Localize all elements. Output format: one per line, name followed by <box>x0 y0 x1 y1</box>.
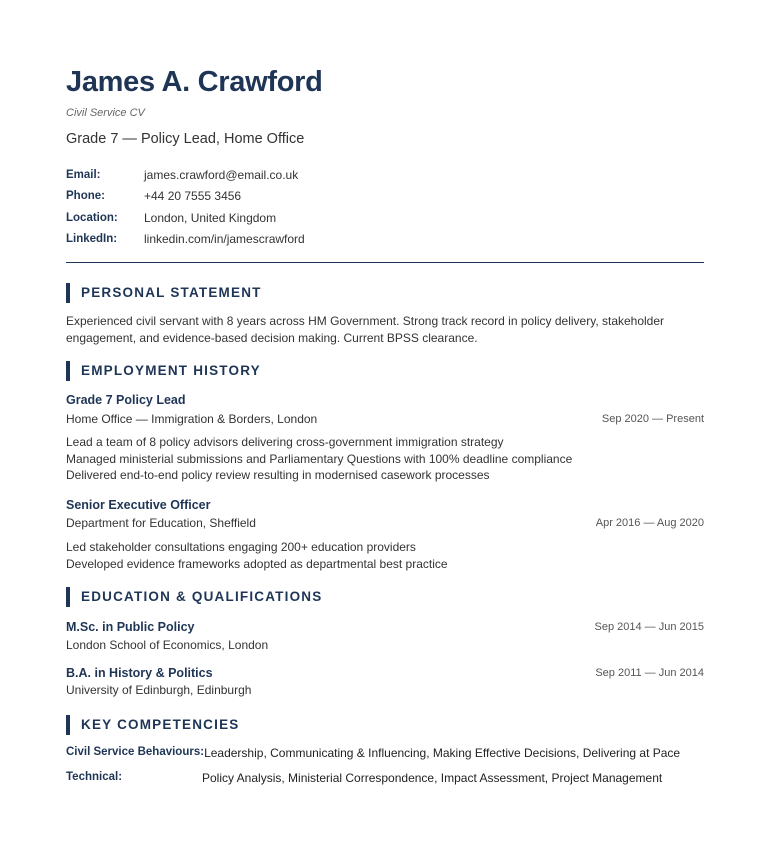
section-heading-employment: EMPLOYMENT HISTORY <box>66 361 261 381</box>
job-achievements <box>66 434 572 484</box>
competency-value: Leadership, Communicating & Influencing, Making Effective Decisions, Delivering at Pace <box>204 746 681 760</box>
document-subtitle: Civil Service CV <box>66 107 145 119</box>
achievement-item: Delivered end-to-end policy review resulting in modernised casework processes <box>66 468 490 482</box>
candidate-name: James A. Crawford <box>66 66 323 98</box>
degree-title: B.A. in History & Politics <box>66 666 213 680</box>
contact-label: Phone: <box>66 190 105 203</box>
job-title: Grade 7 Policy Lead <box>66 393 186 407</box>
job-dates: Apr 2016 — Aug 2020 <box>595 517 704 529</box>
job-dates: Sep 2020 — Present <box>601 413 704 425</box>
competency-label: Technical: <box>66 771 123 783</box>
contact-label: LinkedIn: <box>66 233 118 246</box>
job-headline: Grade 7 — Policy Lead, Home Office <box>66 131 305 147</box>
statement-line: engagement, and evidence-based decision making. Current BPSS clearance. <box>66 330 478 345</box>
competency-label: Civil Service Behaviours: <box>66 746 205 758</box>
personal-statement-text <box>66 313 706 346</box>
contact-label: Location: <box>66 211 118 224</box>
competency-row <box>66 771 662 785</box>
contact-row-email <box>66 164 305 186</box>
location-value: London, United Kingdom <box>144 210 277 225</box>
institution: University of Edinburgh, Edinburgh <box>66 683 252 697</box>
section-heading-personal-statement: PERSONAL STATEMENT <box>66 283 262 303</box>
contact-label: Email: <box>66 168 101 181</box>
header-divider <box>66 262 704 263</box>
education-dates: Sep 2011 — Jun 2014 <box>595 667 704 679</box>
linkedin-value: linkedin.com/in/jamescrawford <box>144 232 305 247</box>
achievement-item: Developed evidence frameworks adopted as departmental best practice <box>66 556 448 571</box>
job-organisation: Department for Education, Sheffield <box>66 516 256 530</box>
contact-row-phone <box>66 186 305 208</box>
contact-row-linkedin <box>66 229 305 251</box>
section-heading-education: EDUCATION & QUALIFICATIONS <box>66 587 322 607</box>
degree-title: M.Sc. in Public Policy <box>66 620 195 634</box>
contact-details <box>66 164 305 250</box>
email-value: james.crawford@email.co.uk <box>144 167 299 182</box>
institution: London School of Economics, London <box>66 638 269 652</box>
competency-row <box>66 746 680 760</box>
job-achievements <box>66 539 448 572</box>
phone-value: +44 20 7555 3456 <box>144 189 242 204</box>
job-title: Senior Executive Officer <box>66 498 211 512</box>
achievement-item: Lead a team of 8 policy advisors delivering cross-government immigration strategy <box>66 435 504 449</box>
achievement-item: Managed ministerial submissions and Parliamentary Questions with 100% deadline compliance <box>66 451 573 466</box>
statement-line: Experienced civil servant with 8 years across HM Government. Strong track record in policy delivery, stakeholder <box>66 314 665 328</box>
competency-value: Policy Analysis, Ministerial Correspondence, Impact Assessment, Project Management <box>202 771 663 785</box>
achievement-item: Led stakeholder consultations engaging 200+ education providers <box>66 540 416 554</box>
contact-row-location <box>66 207 305 229</box>
education-dates: Sep 2014 — Jun 2015 <box>594 621 704 633</box>
section-heading-competencies: KEY COMPETENCIES <box>66 715 239 735</box>
job-organisation: Home Office — Immigration & Borders, London <box>66 412 318 426</box>
